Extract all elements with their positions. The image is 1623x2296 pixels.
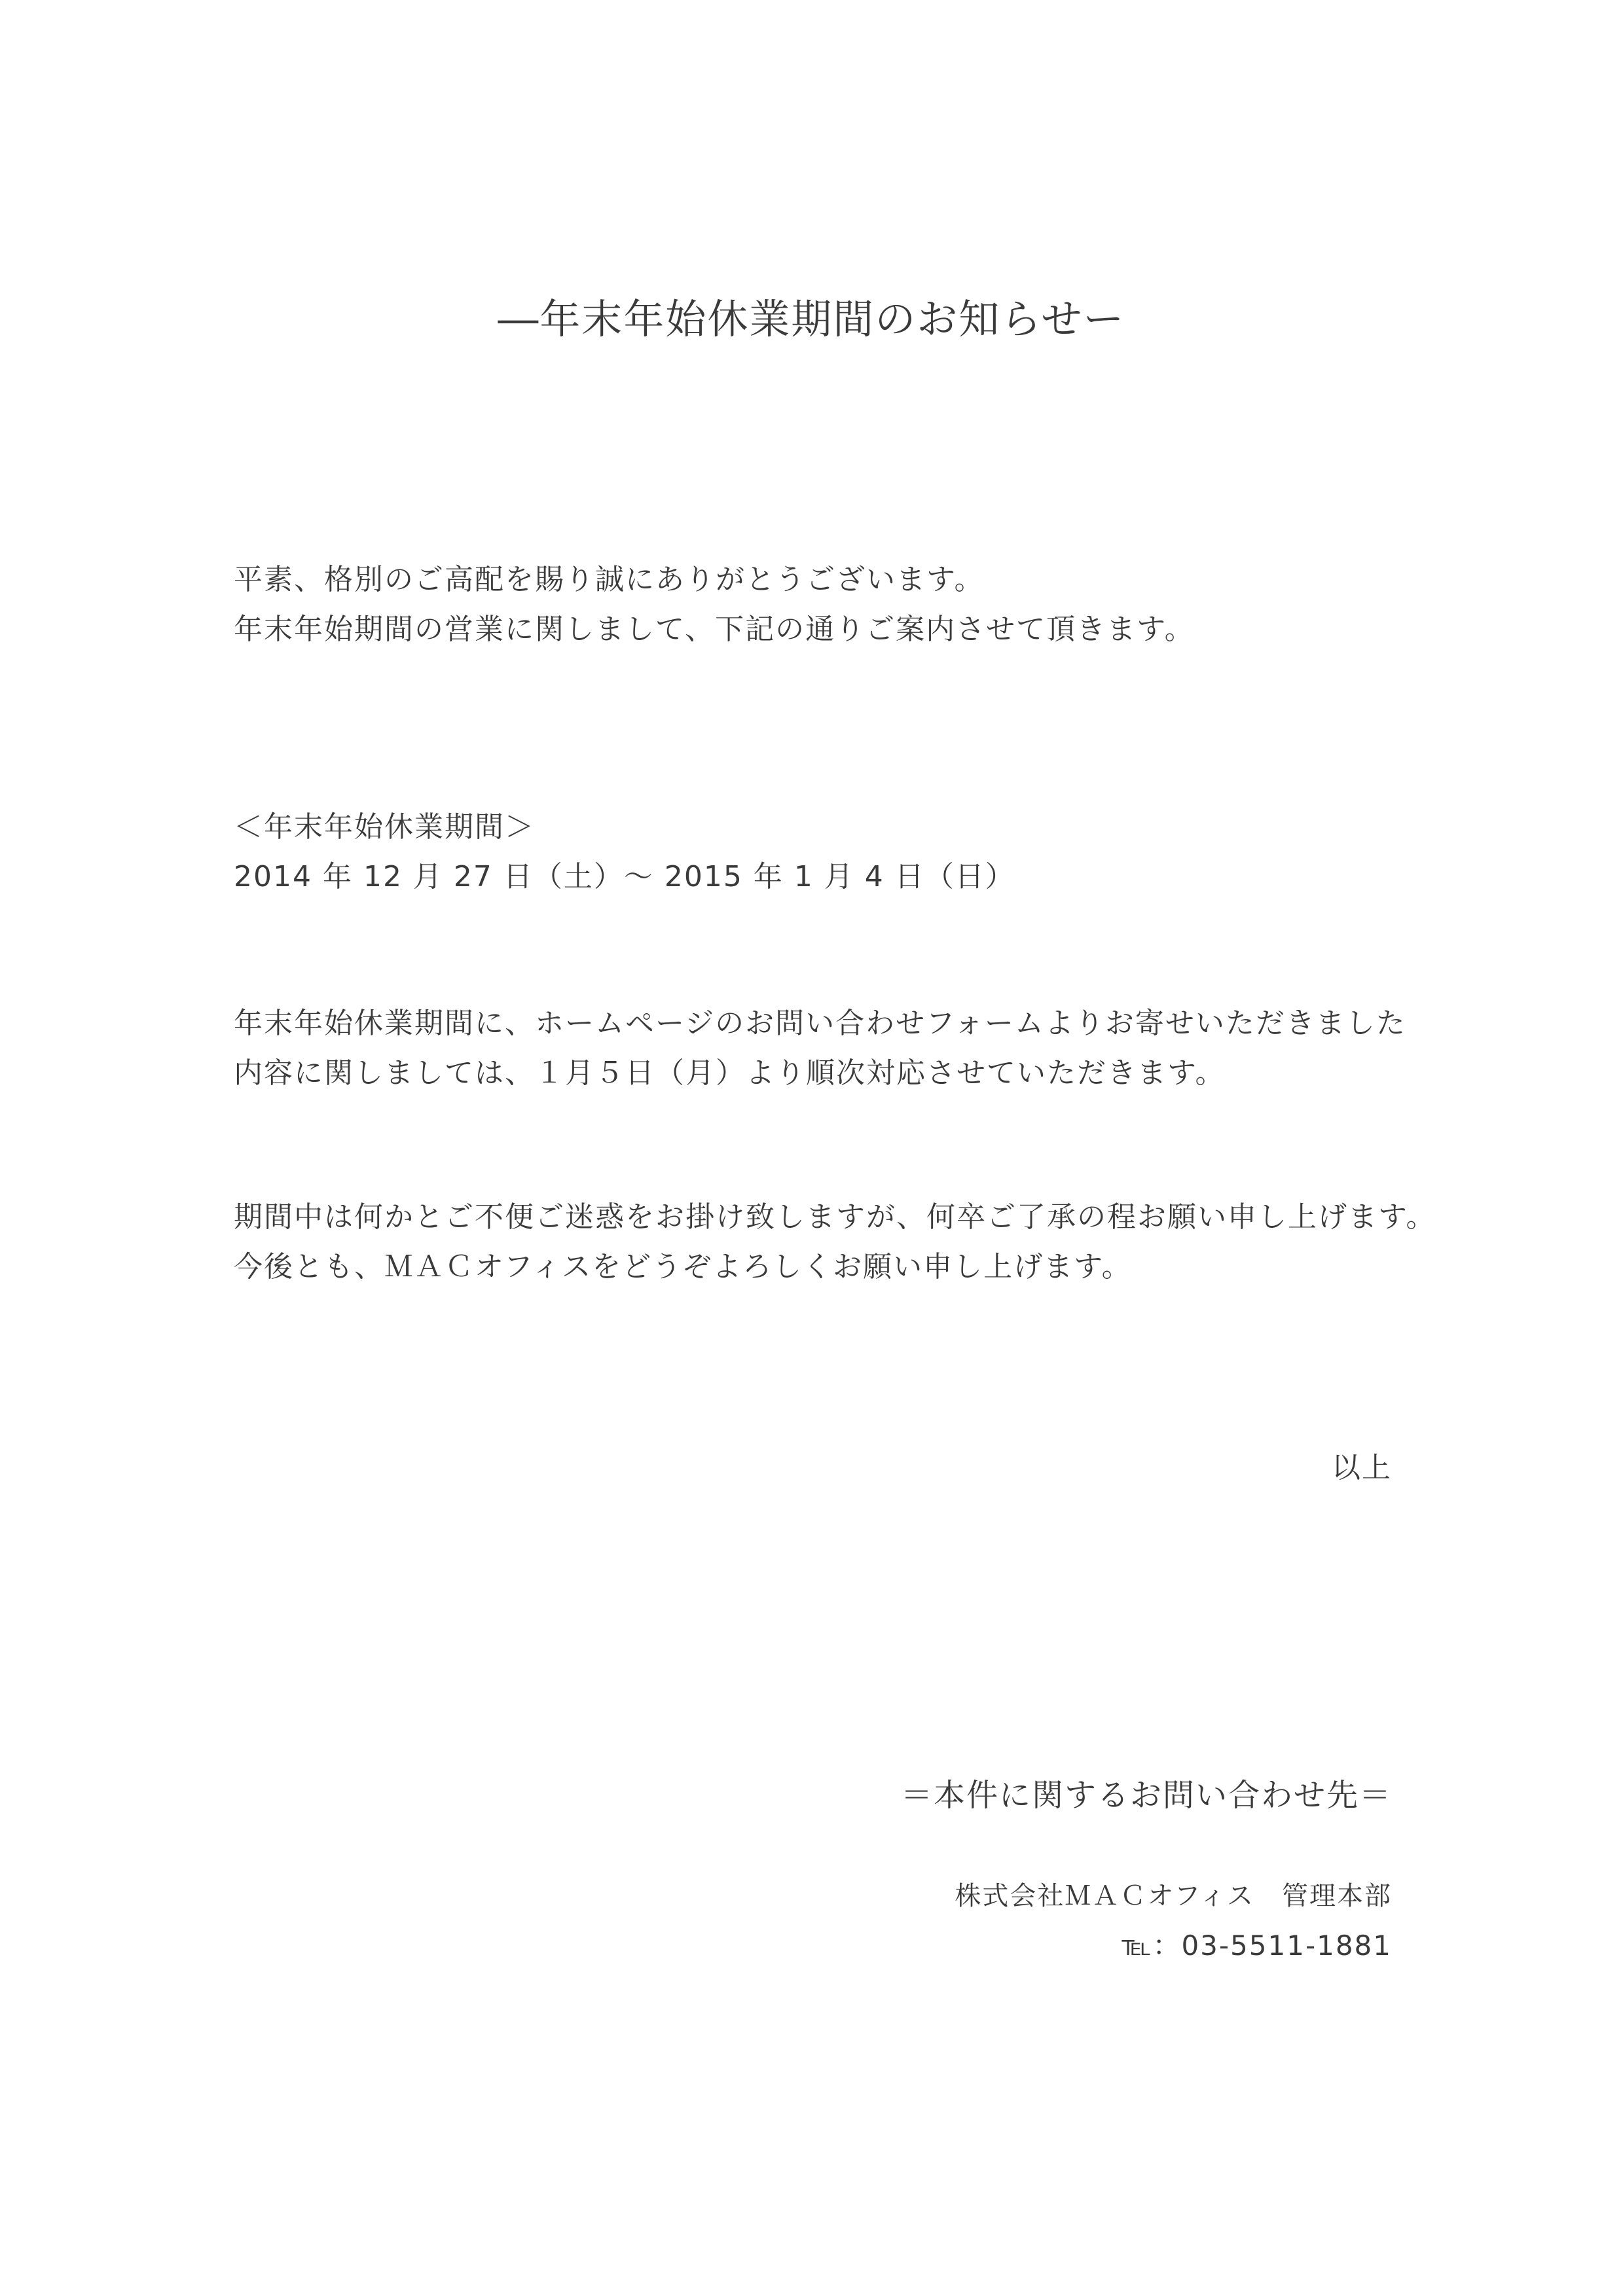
- closure-dates: 2014 年 12 月 27 日（土）〜 2015 年 1 月 4 日（日）: [234, 860, 1015, 893]
- inquiry-notice-line-2: 内容に関しましては、１月５日（月）より順次対応させていただきます。: [234, 1056, 1226, 1090]
- greeting-paragraph: [234, 555, 1195, 655]
- greeting-line-2: 年末年始期間の営業に関しまして、下記の通りご案内させて頂きます。: [234, 613, 1195, 646]
- contact-tel: ℡：03-5511-1881: [1122, 1929, 1392, 1962]
- document-title: ―年末年始休業期間のお知らせー: [498, 295, 1125, 343]
- closing-remark: 以上: [1332, 1451, 1392, 1484]
- contact-heading: ＝本件に関するお問い合わせ先＝: [900, 1777, 1392, 1814]
- inquiry-notice-paragraph: [234, 999, 1406, 1098]
- closure-section: [234, 802, 1015, 902]
- inquiry-notice-line-1: 年末年始休業期間に、ホームページのお問い合わせフォームよりお寄せいただきました: [234, 1007, 1406, 1040]
- apology-paragraph: [234, 1193, 1436, 1292]
- apology-line-2: 今後とも、ＭＡＣオフィスをどうぞよろしくお願い申し上げます。: [234, 1250, 1132, 1283]
- greeting-line-1: 平素、格別のご高配を賜り誠にありがとうございます。: [234, 563, 985, 596]
- closure-heading: ＜年末年始休業期間＞: [234, 810, 535, 844]
- contact-company: 株式会社ＭＡＣオフィス 管理本部: [955, 1881, 1392, 1911]
- apology-line-1: 期間中は何かとご不便ご迷惑をお掛け致しますが、何卒ご了承の程お願い申し上げます。: [234, 1200, 1436, 1234]
